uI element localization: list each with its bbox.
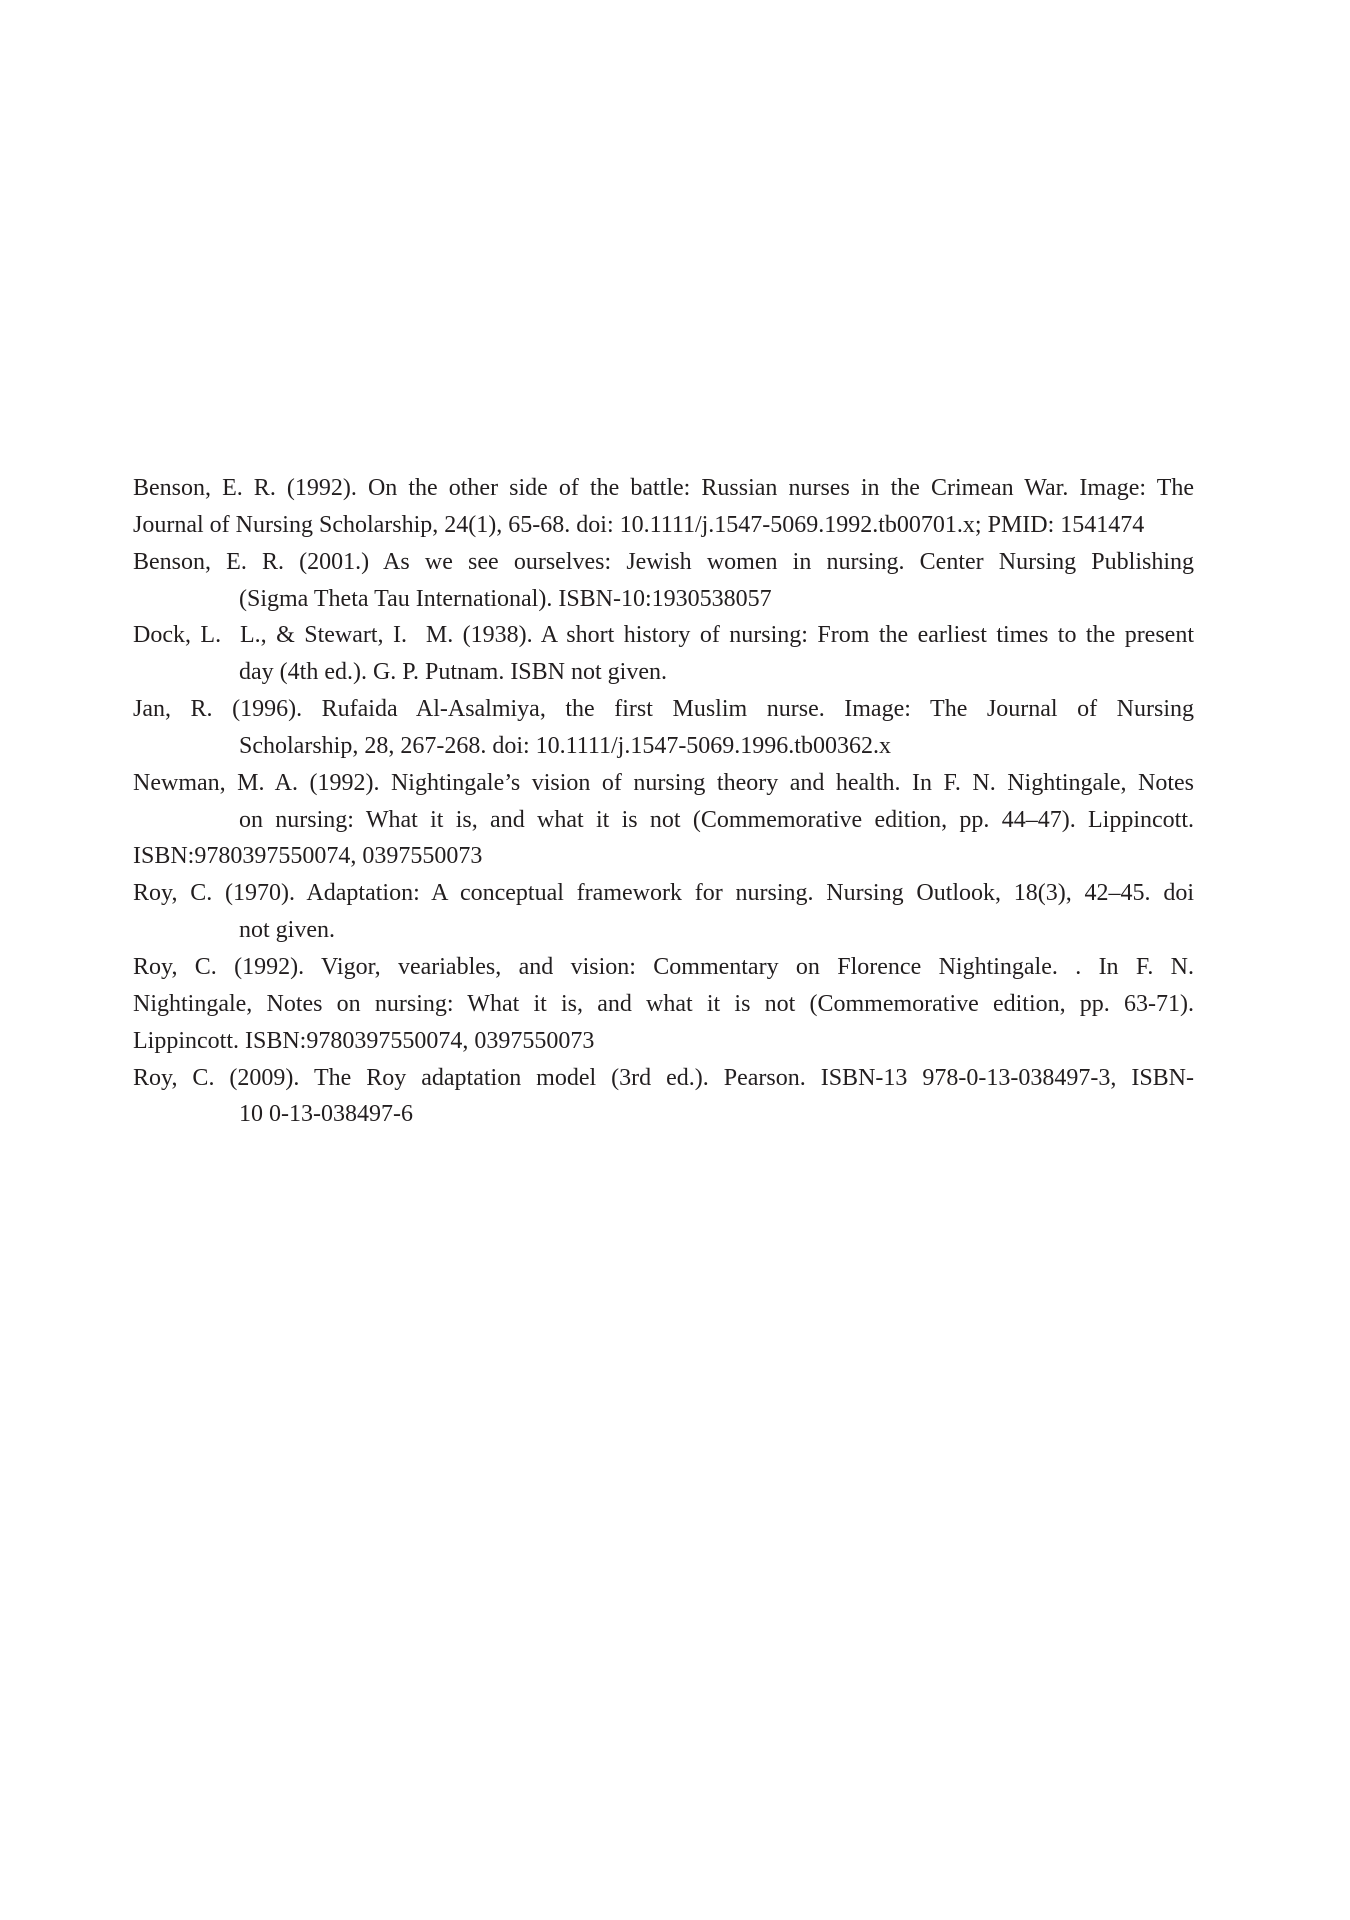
reference-line: on nursing: What it is, and what it is not (Commemorative edition, pp. 44–47). Lippincott.: [239, 806, 1194, 833]
reference-line: Benson, E. R. (2001.) As we see ourselves: Jewish women in nursing. Center Nursing Publishing: [133, 548, 1194, 575]
reference-entry: [133, 544, 1194, 618]
reference-line: Roy, C. (1970). Adaptation: A conceptual framework for nursing. Nursing Outlook, 18(3), 42–45. doi: [133, 880, 1194, 907]
reference-entry: [133, 470, 1194, 544]
reference-line: Benson, E. R. (1992). On the other side of the battle: Russian nurses in the Crimean War. Image: The: [133, 475, 1194, 501]
reference-entry: [133, 949, 1194, 1060]
reference-line: Roy, C. (1992). Vigor, veariables, and vision: Commentary on Florence Nightingale. . In F. N.: [133, 953, 1194, 980]
references-list: [133, 470, 1194, 1133]
reference-entry: [133, 1060, 1194, 1134]
reference-entry: [133, 617, 1194, 691]
reference-entry: [133, 691, 1194, 765]
reference-entry: [133, 765, 1194, 876]
reference-line: Scholarship, 28, 267-268. doi: 10.1111/j.1547-5069.1996.tb00362.x: [239, 732, 891, 759]
reference-line: Jan, R. (1996). Rufaida Al-Asalmiya, the first Muslim nurse. Image: The Journal of Nursing: [133, 696, 1194, 723]
reference-line: (Sigma Theta Tau International). ISBN-10:1930538057: [239, 585, 772, 612]
reference-line: not given.: [239, 917, 335, 944]
reference-line: ISBN:9780397550074, 0397550073: [133, 843, 483, 870]
reference-line: Nightingale, Notes on nursing: What it is, and what it is not (Commemorative edition, pp. 63-71).: [133, 990, 1194, 1017]
reference-entry: [133, 875, 1194, 949]
reference-line: Roy, C. (2009). The Roy adaptation model (3rd ed.). Pearson. ISBN-13 978-0-13-038497-3, ISBN-: [133, 1064, 1194, 1091]
reference-line: day (4th ed.). G. P. Putnam. ISBN not given.: [239, 659, 667, 686]
reference-line: Dock, L. L., & Stewart, I. M. (1938). A short history of nursing: From the earliest times to the present: [133, 622, 1194, 649]
reference-line: Lippincott. ISBN:9780397550074, 0397550073: [133, 1027, 595, 1054]
reference-line: Newman, M. A. (1992). Nightingale’s vision of nursing theory and health. In F. N. Nightingale, Notes: [133, 769, 1194, 796]
reference-line: 10 0-13-038497-6: [239, 1101, 413, 1128]
reference-line: Journal of Nursing Scholarship, 24(1), 65-68. doi: 10.1111/j.1547-5069.1992.tb00701.x; PMID: 1541474: [133, 511, 1145, 538]
